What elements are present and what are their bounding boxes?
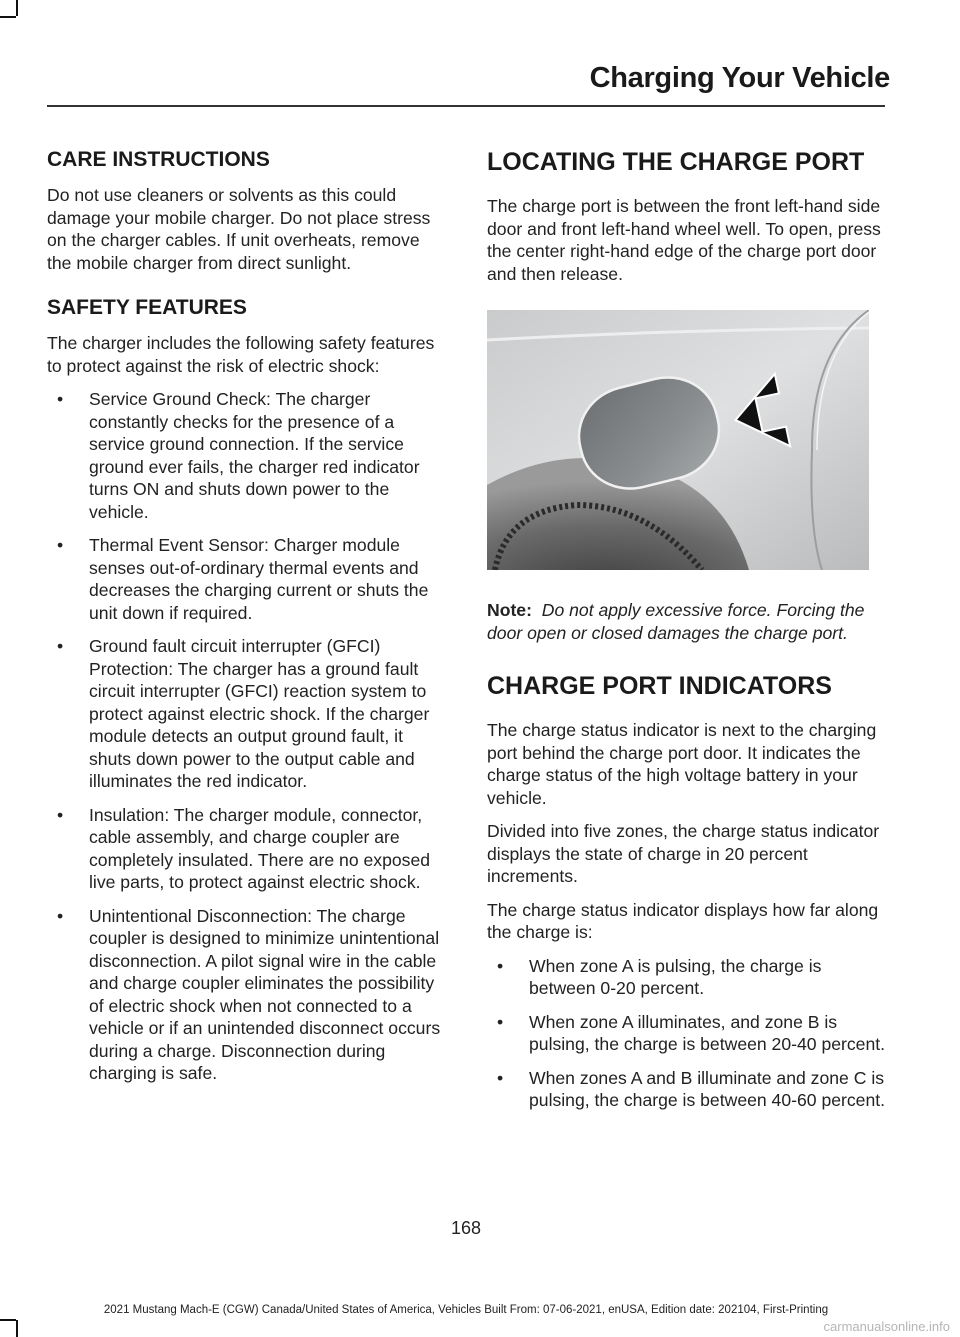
crop-mark (0, 16, 16, 18)
indicator-zones-list (487, 955, 887, 1112)
crop-mark (0, 1319, 16, 1321)
list-item: • Service Ground Check: The charger constantly checks for the presence of a service ground connection. If the service ground ever fails, the charger red indicator turns ON and shuts down power to the vehicle. (57, 389, 420, 522)
safety-features-list (47, 388, 447, 1085)
bullet: • (57, 804, 64, 825)
page-title: Charging Your Vehicle (589, 62, 890, 94)
charge-port-illustration (487, 310, 869, 570)
watermark: carmanualsonline.info (823, 1319, 950, 1334)
list-item: • Unintentional Disconnection: The charge coupler is designed to minimize unintentional disconnection. A pilot signal wire in the cable and charge coupler eliminates the possibility of electric shock when not connected to a vehicle or if an unintended disconnect occurs during a charge. Disconnection during charging is safe. (57, 905, 441, 1083)
indicators-paragraph-3: The charge status indicator displays how far along the charge is: (487, 899, 879, 942)
crop-mark (16, 1320, 18, 1337)
right-column (487, 130, 887, 1123)
bullet: • (57, 636, 64, 656)
locating-charge-port-body: The charge port is between the front left-hand side door and front left-hand wheel well. To open, press the center right-hand edge of the charge port door and then release. (487, 196, 881, 284)
list-item: • When zone A illuminates, and zone B is pulsing, the charge is between 20-40 percent. (497, 1011, 886, 1054)
header-divider (47, 105, 885, 107)
care-instructions-body: Do not use cleaners or solvents as this could damage your mobile charger. Do not place stress on the charger cables. If unit overheats, remove the mobile charger from direct sunlight. (47, 185, 431, 273)
note (487, 599, 887, 644)
list-item: • When zones A and B illuminate and zone C is pulsing, the charge is between 40-60 percent. (497, 1067, 886, 1110)
bullet: • (57, 905, 64, 926)
bullet: • (57, 389, 64, 409)
note-text: Do not apply excessive force. Forcing the door open or closed damages the charge port. (487, 600, 865, 643)
list-item: • When zone A is pulsing, the charge is between 0-20 percent. (497, 955, 822, 998)
locating-charge-port-heading: LOCATING THE CHARGE PORT (487, 148, 865, 176)
bullet: • (497, 1067, 504, 1088)
page-number: 168 (450, 1218, 482, 1238)
list-item: • Ground fault circuit interrupter (GFCI) Protection: The charger has a ground fault circuit interrupter (GFCI) reaction system to protect against electric shock. If the charger module detects an output ground fault, it shuts down power to the output cable and illuminates the red indicator. (57, 636, 430, 791)
indicators-paragraph-1: The charge status indicator is next to the charging port behind the charge port door. It indicates the charge status of the high voltage battery in your vehicle. (487, 720, 877, 808)
left-column (47, 130, 447, 1096)
footer-text: 2021 Mustang Mach-E (CGW) Canada/United States of America, Vehicles Built From: 07-06-2021, enUSA, Edition date: 202104, First-Printing (103, 1304, 829, 1316)
crop-mark (16, 0, 18, 16)
list-item: • Thermal Event Sensor: Charger module senses out-of-ordinary thermal events and decreases the charging current or shuts the unit down if required. (57, 535, 429, 623)
indicators-paragraph-2: Divided into five zones, the charge status indicator displays the state of charge in 20 percent increments. (487, 821, 880, 886)
safety-features-intro: The charger includes the following safety features to protect against the risk of electric shock: (47, 333, 435, 376)
bullet: • (497, 1011, 504, 1032)
care-instructions-heading: CARE INSTRUCTIONS (47, 148, 270, 171)
safety-features-heading: SAFETY FEATURES (47, 296, 247, 319)
note-label: Note: (487, 600, 532, 620)
charge-port-indicators-heading: CHARGE PORT INDICATORS (487, 672, 832, 700)
bullet: • (497, 955, 504, 976)
bullet: • (57, 535, 64, 555)
list-item: • Insulation: The charger module, connector, cable assembly, and charge coupler are completely insulated. There are no exposed live parts, to protect against electric shock. (57, 804, 431, 892)
